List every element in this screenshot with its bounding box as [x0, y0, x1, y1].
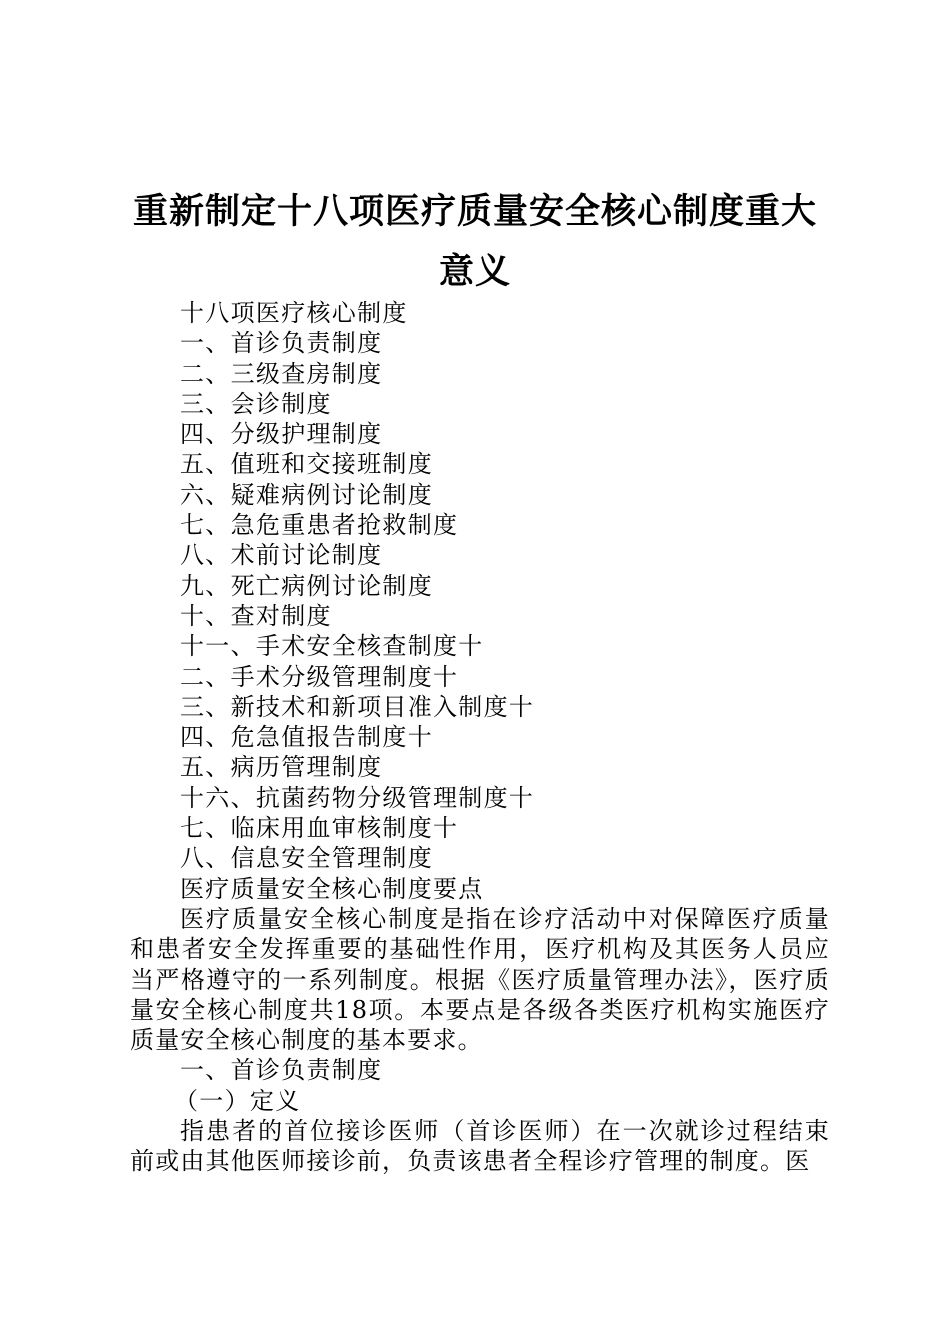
list-item: 三、新技术和新项目准入制度十	[180, 692, 535, 721]
list-heading: 十八项医疗核心制度	[180, 299, 408, 327]
definition-paragraph: 指患者的首位接诊医师（首诊医师）在一次就诊过程结束前或由其他医师接诊前，负责该患者全程诊疗管理的制度。医	[130, 1117, 830, 1176]
subsection-heading: 一、首诊负责制度	[180, 1056, 383, 1085]
document-body	[130, 298, 830, 1177]
list-item: 一、首诊负责制度	[180, 329, 383, 358]
list-item: 八、信息安全管理制度	[180, 844, 433, 873]
list-item: 七、临床用血审核制度十	[180, 814, 459, 843]
list-item: 九、死亡病例讨论制度	[180, 571, 433, 600]
list-item: 十、查对制度	[180, 601, 332, 630]
list-item: 十六、抗菌药物分级管理制度十	[180, 783, 535, 812]
definition-heading: （一）定义	[174, 1086, 301, 1115]
section-heading: 医疗质量安全核心制度要点	[180, 874, 484, 903]
document-title: 重新制定十八项医疗质量安全核心制度重大意义	[132, 191, 817, 292]
list-item: 二、三级查房制度	[180, 359, 383, 388]
list-item: 十一、手术安全核查制度十	[180, 632, 484, 661]
list-item: 二、手术分级管理制度十	[180, 662, 459, 691]
intro-paragraph: 医疗质量安全核心制度是指在诊疗活动中对保障医疗质量和患者安全发挥重要的基础性作用，医疗机构及其医务人员应当严格遵守的一系列制度。根据《医疗质量管理办法》，医疗质量安全核心制度共18项。本要点是各级各类医疗机构实施医疗质量安全核心制度的基本要求。	[130, 904, 830, 1055]
list-item: 三、会诊制度	[180, 389, 332, 418]
list-item: 五、值班和交接班制度	[180, 450, 433, 479]
list-item: 六、疑难病例讨论制度	[180, 480, 433, 509]
list-item: 四、分级护理制度	[180, 420, 383, 449]
list-item: 五、病历管理制度	[180, 753, 383, 782]
list-item: 七、急危重患者抢救制度	[180, 511, 459, 540]
core-system-list	[130, 328, 830, 873]
list-item: 四、危急值报告制度十	[180, 723, 433, 752]
list-item: 八、术前讨论制度	[180, 541, 383, 570]
